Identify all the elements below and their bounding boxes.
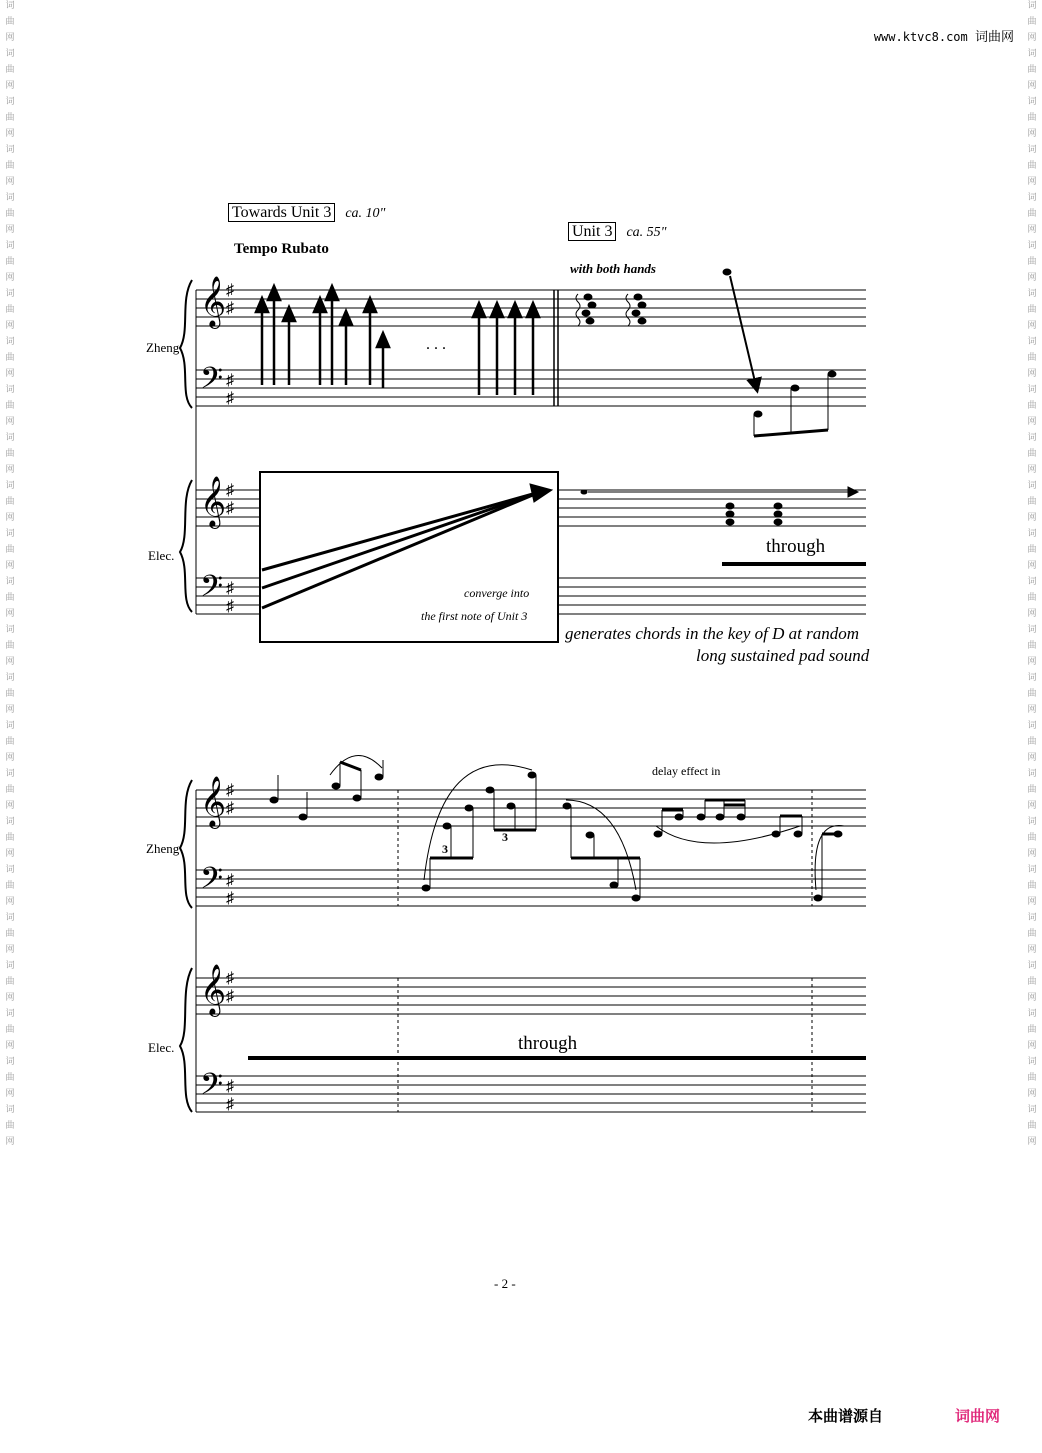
elec-treble-staff-2: [196, 978, 866, 1014]
watermark-char: 曲: [1027, 833, 1037, 843]
watermark-char: 网: [5, 897, 15, 907]
watermark-char: 网: [1027, 657, 1037, 667]
converge-text-1: converge into: [464, 586, 530, 600]
zheng-treble-staff-2: [196, 790, 866, 826]
watermark-char: 词: [1027, 385, 1037, 395]
watermark-char: 词: [5, 1105, 15, 1115]
delay-effect-marking: delay effect in: [652, 764, 721, 778]
watermark-char: 网: [1027, 1089, 1037, 1099]
watermark-char: 曲: [5, 449, 15, 459]
zheng-brace-1: [180, 280, 192, 408]
watermark-char: 词: [1027, 529, 1037, 539]
instrument-label-zheng: Zheng: [146, 340, 180, 355]
watermark-char: 网: [1027, 801, 1037, 811]
watermark-char: 曲: [5, 545, 15, 555]
key-signature-icon: ♯ ♯: [226, 1078, 234, 1113]
elec-bass-staff-1: [196, 578, 866, 614]
key-signature-icon: ♯ ♯: [226, 580, 234, 615]
watermark-char: 网: [5, 177, 15, 187]
watermark-char: 网: [1027, 897, 1037, 907]
watermark-char: 曲: [1027, 401, 1037, 411]
treble-clef-icon: 𝄞: [200, 276, 227, 327]
watermark-char: 词: [1027, 1057, 1037, 1067]
watermark-char: 词: [1027, 289, 1037, 299]
watermark-char: 曲: [5, 305, 15, 315]
site-url[interactable]: www.ktvc8.com: [873, 30, 968, 44]
watermark-char: 网: [1027, 753, 1037, 763]
elec-note-2: long sustained pad sound: [696, 646, 870, 665]
watermark-char: 曲: [5, 65, 15, 75]
watermark-char: 网: [1027, 81, 1037, 91]
watermark-char: 曲: [5, 1025, 15, 1035]
watermark-char: 词: [1027, 481, 1037, 491]
watermark-char: 网: [5, 609, 15, 619]
instrument-label-elec: Elec.: [148, 548, 175, 563]
watermark-char: 网: [5, 129, 15, 139]
watermark-char: 网: [5, 705, 15, 715]
watermark-char: 词: [1027, 865, 1037, 875]
watermark-char: 词: [5, 337, 15, 347]
watermark-char: 词: [1027, 49, 1037, 59]
watermark-char: 曲: [1027, 977, 1037, 987]
watermark-char: 词: [5, 193, 15, 203]
watermark-char: 词: [1027, 673, 1037, 683]
watermark-char: 曲: [5, 1121, 15, 1131]
section-b-label: Unit 3 ca. 55": [568, 223, 667, 241]
through-label-2: through: [518, 1033, 578, 1054]
watermark-char: 网: [1027, 849, 1037, 859]
watermark-char: 网: [1027, 369, 1037, 379]
treble-clef-icon: 𝄞: [200, 964, 227, 1015]
bass-clef-icon: 𝄢: [200, 570, 224, 611]
watermark-char: 曲: [5, 161, 15, 171]
watermark-char: 词: [1027, 193, 1037, 203]
key-signature-icon: ♯ ♯: [226, 482, 234, 517]
watermark-char: 网: [1027, 129, 1037, 139]
watermark-char: 曲: [1027, 641, 1037, 651]
watermark-char: 曲: [5, 593, 15, 603]
technique-marking: with both hands: [570, 261, 656, 276]
watermark-char: 网: [1027, 465, 1037, 475]
elec-brace-1: [180, 480, 192, 612]
watermark-char: 词: [5, 97, 15, 107]
watermark-char: 网: [5, 945, 15, 955]
key-signature-icon: ♯ ♯: [226, 282, 234, 317]
watermark-char: 网: [5, 1041, 15, 1051]
instrument-label-elec: Elec.: [148, 1040, 175, 1055]
watermark-char: 网: [1027, 225, 1037, 235]
watermark-char: 曲: [1027, 1025, 1037, 1035]
watermark-char: 网: [5, 849, 15, 859]
watermark-char: 网: [5, 561, 15, 571]
watermark-char: 曲: [5, 641, 15, 651]
watermark-char: 曲: [1027, 881, 1037, 891]
zheng-bass-notes-1: [754, 371, 836, 417]
watermark-char: 词: [5, 865, 15, 875]
watermark-char: 网: [5, 753, 15, 763]
watermark-char: 网: [5, 513, 15, 523]
watermark-char: 词: [1027, 577, 1037, 587]
watermark-char: 词: [5, 961, 15, 971]
watermark-char: 网: [5, 801, 15, 811]
watermark-char: 曲: [1027, 545, 1037, 555]
section-b-duration: ca. 55": [626, 225, 667, 240]
watermark-char: 网: [5, 225, 15, 235]
watermark-char: 曲: [1027, 161, 1037, 171]
watermark-char: 词: [5, 721, 15, 731]
bass-clef-icon: 𝄢: [200, 862, 224, 903]
watermark-char: 词: [1027, 1105, 1037, 1115]
watermark-char: 曲: [1027, 497, 1037, 507]
watermark-char: 曲: [5, 113, 15, 123]
watermark-char: 词: [5, 625, 15, 635]
watermark-char: 词: [5, 1009, 15, 1019]
watermark-char: 曲: [1027, 593, 1037, 603]
watermark-char: 词: [1027, 1, 1037, 11]
watermark-char: 词: [5, 577, 15, 587]
watermark-char: 曲: [5, 257, 15, 267]
watermark-char: 曲: [5, 1073, 15, 1083]
watermark-char: 词: [1027, 145, 1037, 155]
watermark-char: 曲: [5, 497, 15, 507]
key-signature-icon: ♯ ♯: [226, 372, 234, 407]
watermark-char: 曲: [5, 881, 15, 891]
section-a-label: Towards Unit 3 ca. 10": [228, 204, 385, 222]
watermark-char: 曲: [5, 977, 15, 987]
watermark-char: 词: [5, 145, 15, 155]
watermark-char: 曲: [1027, 353, 1037, 363]
watermark-char: 网: [5, 273, 15, 283]
watermark-char: 曲: [1027, 257, 1037, 267]
elec-bass-staff-2: [196, 1076, 866, 1112]
treble-clef-icon: 𝄞: [200, 476, 227, 527]
watermark-char: 曲: [1027, 209, 1037, 219]
watermark-char: 词: [5, 673, 15, 683]
watermark-char: 曲: [1027, 689, 1037, 699]
watermark-char: 网: [5, 369, 15, 379]
watermark-char: 网: [1027, 609, 1037, 619]
watermark-char: 曲: [1027, 929, 1037, 939]
tuplet-3: 3: [502, 830, 508, 844]
watermark-char: 词: [5, 769, 15, 779]
watermark-char: 词: [5, 241, 15, 251]
instrument-label-zheng: Zheng: [146, 841, 180, 856]
watermark-char: 词: [1027, 337, 1037, 347]
key-signature-icon: ♯ ♯: [226, 782, 234, 817]
watermark-char: 网: [5, 993, 15, 1003]
watermark-char: 曲: [1027, 305, 1037, 315]
converge-arrowhead: [530, 484, 552, 502]
watermark-char: 词: [5, 817, 15, 827]
watermark-char: 词: [1027, 97, 1037, 107]
watermark-char: 曲: [1027, 737, 1037, 747]
key-signature-icon: ♯ ♯: [226, 872, 234, 907]
tempo-marking: Tempo Rubato: [234, 241, 329, 257]
page-number: - 2 -: [494, 1276, 516, 1291]
watermark-char: 网: [5, 33, 15, 43]
ellipsis: . . .: [426, 336, 446, 353]
watermark-char: 曲: [5, 833, 15, 843]
watermark-char: 网: [1027, 177, 1037, 187]
watermark-char: 词: [1027, 961, 1037, 971]
watermark-char: 词: [1027, 625, 1037, 635]
watermark-char: 词: [1027, 817, 1037, 827]
watermark-char: 网: [5, 657, 15, 667]
watermark-char: 词: [5, 481, 15, 491]
watermark-char: 网: [1027, 273, 1037, 283]
watermark-char: 曲: [5, 353, 15, 363]
watermark-char: 曲: [5, 401, 15, 411]
footer-source-text: 本曲谱源自: [808, 1407, 884, 1425]
watermark-char: 网: [1027, 993, 1037, 1003]
treble-clef-icon: 𝄞: [200, 776, 227, 827]
elec-note-1: generates chords in the key of D at random: [565, 624, 859, 643]
watermark-char: 曲: [1027, 1073, 1037, 1083]
watermark-char: 网: [5, 417, 15, 427]
watermark-char: 词: [1027, 769, 1037, 779]
watermark-char: 网: [5, 1137, 15, 1147]
watermark-char: 网: [5, 321, 15, 331]
watermark-char: 词: [1027, 721, 1037, 731]
watermark-char: 曲: [5, 737, 15, 747]
watermark-char: 曲: [1027, 113, 1037, 123]
watermark-char: 曲: [5, 929, 15, 939]
watermark-char: 网: [5, 1089, 15, 1099]
watermark-char: 网: [1027, 1137, 1037, 1147]
watermark-char: 曲: [1027, 449, 1037, 459]
watermark-char: 网: [1027, 33, 1037, 43]
bass-clef-icon: 𝄢: [200, 362, 224, 403]
watermark-char: 曲: [5, 209, 15, 219]
watermark-char: 词: [5, 49, 15, 59]
tuplet-3: 3: [442, 842, 448, 856]
watermark-char: 曲: [5, 17, 15, 27]
watermark-char: 网: [1027, 321, 1037, 331]
footer-site-link[interactable]: 词曲网: [955, 1407, 1001, 1425]
through-label-1: through: [766, 536, 826, 557]
watermark-char: 词: [1027, 433, 1037, 443]
watermark-char: 曲: [1027, 785, 1037, 795]
zheng-bass-staff-1: [196, 370, 866, 406]
watermark-char: 词: [5, 289, 15, 299]
watermark-char: 网: [5, 465, 15, 475]
watermark-char: 网: [1027, 705, 1037, 715]
watermark-char: 词: [5, 529, 15, 539]
watermark-char: 词: [5, 385, 15, 395]
converge-text-2: the first note of Unit 3: [421, 609, 528, 623]
watermark-char: 网: [1027, 417, 1037, 427]
watermark-char: 网: [5, 81, 15, 91]
watermark-char: 曲: [1027, 1121, 1037, 1131]
watermark-char: 词: [5, 1, 15, 11]
watermark-char: 网: [1027, 513, 1037, 523]
watermark-char: 词: [1027, 913, 1037, 923]
watermark-char: 网: [1027, 561, 1037, 571]
key-signature-icon: ♯ ♯: [226, 970, 234, 1005]
watermark-char: 词: [5, 1057, 15, 1067]
section-a-duration: ca. 10": [345, 206, 386, 221]
watermark-char: 词: [1027, 241, 1037, 251]
watermark-char: 曲: [1027, 17, 1037, 27]
watermark-char: 曲: [5, 785, 15, 795]
watermark-char: 词: [5, 433, 15, 443]
watermark-char: 曲: [5, 689, 15, 699]
watermark-char: 网: [1027, 945, 1037, 955]
bass-clef-icon: 𝄢: [200, 1068, 224, 1109]
site-name[interactable]: 词曲网: [974, 30, 1014, 45]
watermark-char: 词: [5, 913, 15, 923]
watermark-char: 曲: [1027, 65, 1037, 75]
watermark-char: 网: [1027, 1041, 1037, 1051]
zheng-bass-staff-2: [196, 870, 866, 906]
zheng-notes-2: [270, 772, 842, 901]
watermark-char: 词: [1027, 1009, 1037, 1019]
